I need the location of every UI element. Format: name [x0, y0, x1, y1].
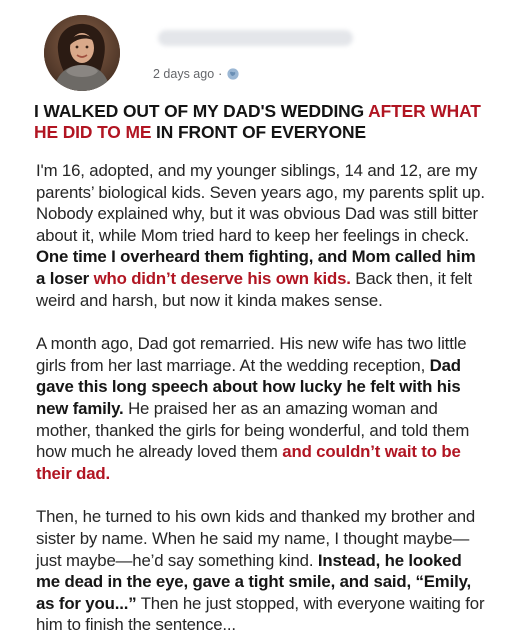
timestamp[interactable]: 2 days ago — [153, 67, 215, 81]
p1-highlight: who didn’t deserve his own kids. — [93, 268, 351, 288]
avatar[interactable] — [44, 15, 120, 91]
post-title — [34, 101, 484, 143]
meta-separator: · — [218, 67, 223, 81]
p3-text-1: Then, he turned to his own kids and thanked my brother and sister by name. When he said my name, I thought maybe—just maybe—he’d say something kind. — [36, 507, 476, 570]
p2-text-2: He praised her as an amazing woman and mother, thanked the girls for being wonderful, and told them how much he already loved them — [36, 398, 470, 462]
p1-text-2: Back then, it felt weird and harsh, but now it kinda makes sense. — [36, 268, 473, 310]
p3-bold-1: Instead, he looked me dead in the eye, gave a tight smile, and said, “Emily, as for you...” — [36, 550, 472, 613]
title-part-3: IN FRONT OF EVERYONE — [151, 122, 366, 142]
post-header — [0, 0, 512, 90]
p3-text-2: Then he just stopped, with everyone waiting for him to finish the sentence... — [36, 593, 485, 635]
paragraph-3 — [36, 506, 486, 636]
article-body — [36, 160, 486, 640]
post-meta — [153, 66, 240, 82]
globe-icon — [226, 67, 240, 81]
p1-text-1: I'm 16, adopted, and my younger siblings, 14 and 12, are my parents’ biological kids. Seven years ago, my parents split up. Nobody explained why, but it was obvious Dad was still bitter about it, while Mom tried hard to keep her feelings in check. — [36, 161, 485, 245]
p2-bold-1: Dad gave this long speech about how lucky he felt with his new family. — [36, 355, 461, 418]
p1-bold-1: One time I overheard them fighting, and Mom called him a loser — [36, 247, 476, 288]
paragraph-1 — [36, 160, 486, 311]
p2-highlight: and couldn’t wait to be their dad. — [36, 442, 461, 483]
paragraph-2 — [36, 333, 486, 484]
profile-photo-icon — [44, 15, 120, 91]
title-highlight: AFTER WHAT HE DID TO ME — [34, 101, 481, 142]
author-name[interactable] — [158, 30, 353, 46]
title-part-1: I WALKED OUT OF MY DAD'S WEDDING — [34, 101, 369, 121]
p2-text-1: A month ago, Dad got remarried. His new wife has two little girls from her last marriage. At the wedding reception, — [36, 334, 467, 375]
